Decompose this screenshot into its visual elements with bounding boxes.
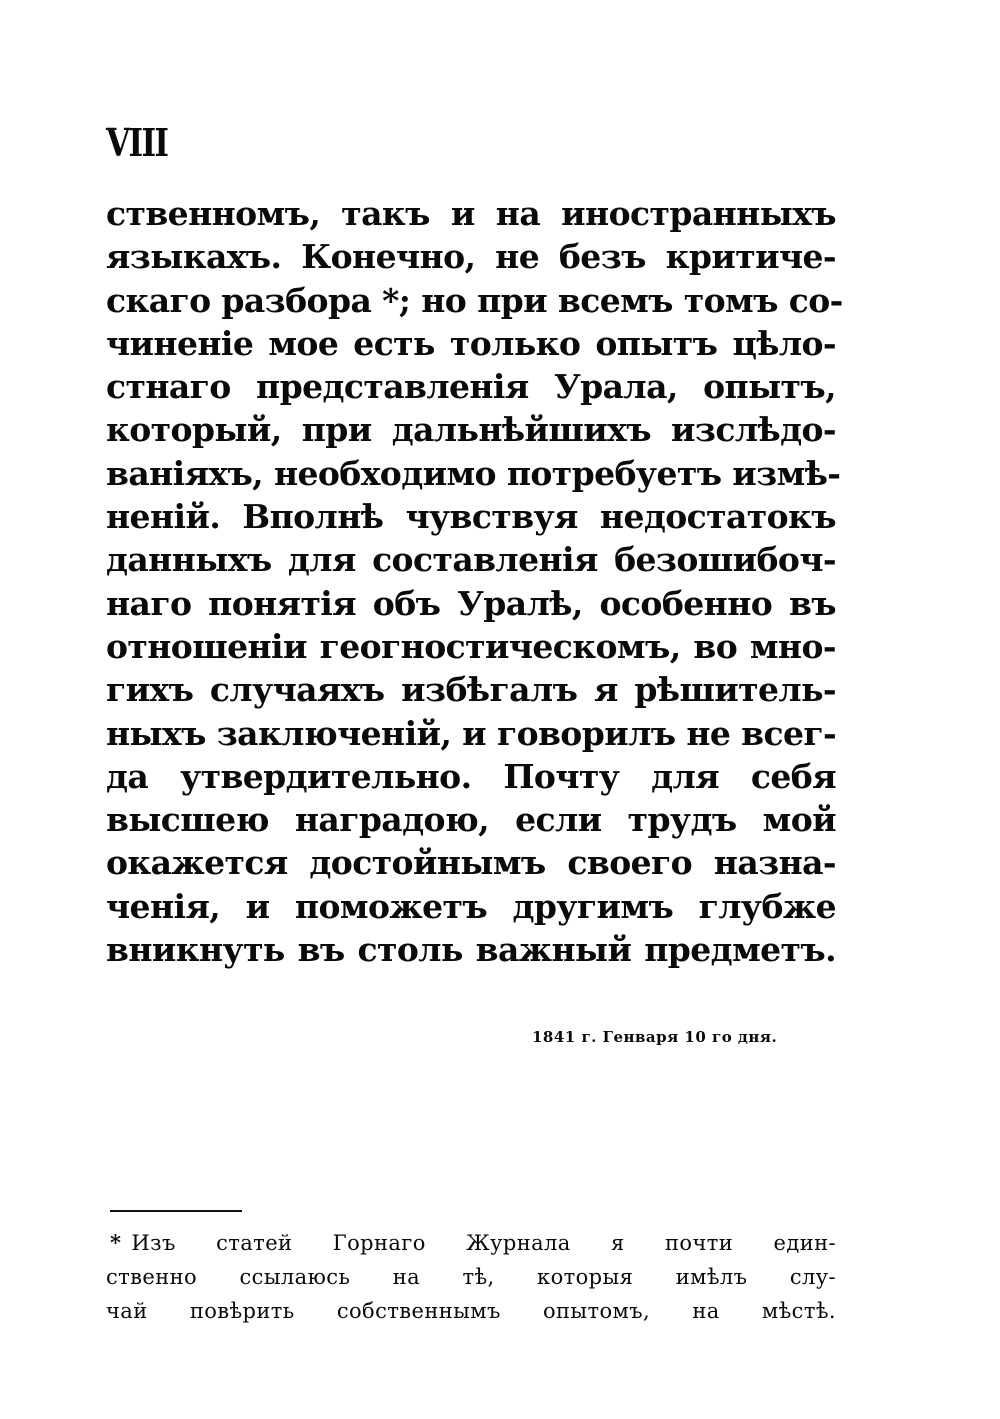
footnote-line: ственно ссылаюсь на тѣ, которыя имѣлъ слу-: [106, 1265, 836, 1289]
body-line: вникнуть въ столь важный предметъ.: [106, 930, 836, 970]
footnote-line: чай повѣрить собственнымъ опытомъ, на мѣстѣ.: [106, 1299, 836, 1323]
page-number: VIII: [106, 120, 168, 165]
body-line: ственномъ, такъ и на иностранныхъ: [106, 194, 836, 233]
body-line: гихъ случаяхъ избѣгалъ я рѣшитель-: [106, 670, 836, 710]
body-line: языкахъ. Конечно, не безъ критиче-: [106, 237, 836, 277]
body-line: высшею наградою, если трудъ мой: [106, 800, 836, 840]
body-line: да утвердительно. Почту для себя: [106, 756, 836, 796]
footnote-divider: [110, 1210, 242, 1212]
body-line: наго понятія объ Уралѣ, особенно въ: [106, 583, 836, 623]
footnote-line-text: Изъ статей Горнаго Журнала я почти един-: [131, 1231, 836, 1255]
body-line: ныхъ заключеній, и говорилъ не всег-: [106, 713, 837, 753]
body-line: данныхъ для составленія безошибоч-: [106, 540, 836, 580]
body-line: скаго разбора *; но при всемъ томъ со-: [106, 280, 843, 320]
body-line: отношеніи геогностическомъ, во мно-: [106, 626, 836, 666]
body-line: чиненіе мое есть только опытъ цѣло-: [106, 323, 836, 363]
body-line: ченія, и поможетъ другимъ глубже: [106, 886, 836, 926]
footnote-marker: *: [110, 1230, 122, 1255]
footnote-line: [106, 1226, 836, 1260]
footnote: [106, 1226, 836, 1328]
body-line: ваніяхъ, необходимо потребуетъ измѣ-: [106, 453, 841, 493]
body-line: окажется достойнымъ своего назна-: [106, 843, 836, 883]
body-line: стнаго представленія Урала, опытъ,: [106, 367, 836, 407]
body-line: неній. Вполнѣ чувствуя недостатокъ: [106, 497, 836, 537]
body-line: который, при дальнѣйшихъ изслѣдо-: [106, 410, 836, 450]
body-text: [106, 192, 843, 971]
date-signature: 1841 г. Генваря 10 го дня.: [532, 1028, 778, 1046]
